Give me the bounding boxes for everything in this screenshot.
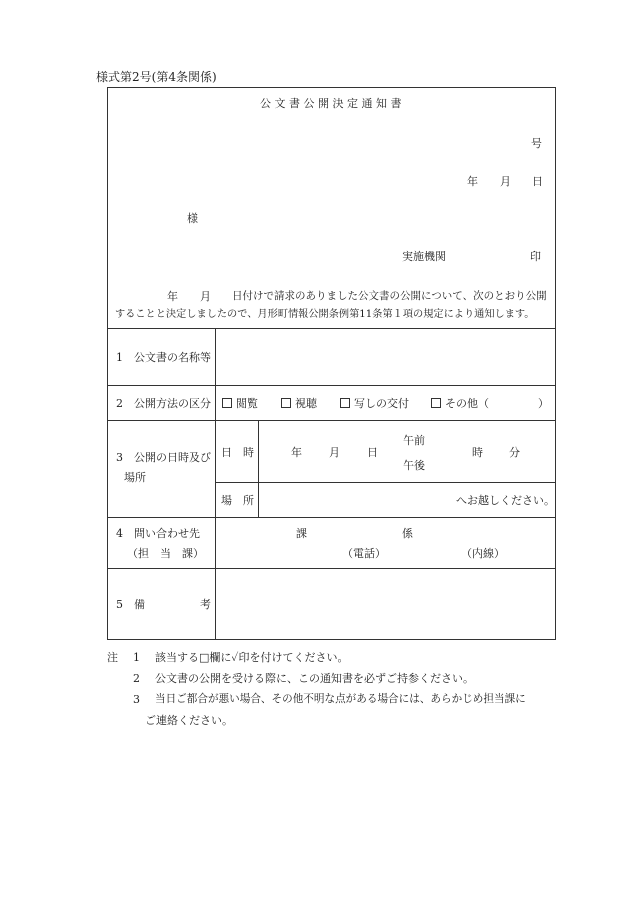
note-3-number: 3 (133, 693, 140, 706)
contact-section: 課 (296, 527, 307, 540)
checkbox-viewing[interactable] (222, 398, 232, 408)
column-divider-row3 (258, 420, 259, 517)
row4-label-line1: 4 問い合わせ先 (116, 527, 200, 540)
place-instruction: へお越しください。 (456, 494, 555, 507)
note-3-continuation: ご連絡ください。 (145, 714, 233, 727)
note-3-text: 当日ご都合が悪い場合、その他不明な点がある場合には、あらかじめ担当課に (155, 693, 526, 705)
implementing-agency: 実施機関 (402, 250, 446, 263)
date-year: 年 (467, 175, 478, 188)
checkbox-audiovisual[interactable] (281, 398, 291, 408)
document-number-suffix: 号 (531, 137, 542, 150)
row4-label-line2: （担 当 課） (127, 547, 204, 560)
row1-label: 1 公文書の名称等 (116, 351, 211, 364)
notes-prefix: 注 (107, 651, 118, 664)
option-other-close: ） (538, 397, 549, 410)
checkbox-copy[interactable] (340, 398, 350, 408)
divider-row2 (107, 420, 556, 421)
row5-label-end: 考 (200, 598, 211, 611)
divider-row1 (107, 385, 556, 386)
datetime-pm: 午後 (403, 459, 425, 472)
addressee-suffix: 様 (187, 212, 198, 225)
contact-extension: （内線） (461, 547, 505, 560)
option-copy[interactable]: 写しの交付 (340, 398, 409, 409)
row2-label: 2 公開方法の区分 (116, 397, 211, 410)
date-month: 月 (500, 175, 511, 188)
note-1-text: 該当する□欄に✓印を付けてください。 (155, 651, 349, 664)
form-number-label: 様式第2号(第4条関係) (96, 70, 217, 84)
option-viewing[interactable]: 閲覧 (222, 398, 258, 409)
datetime-label: 日 時 (221, 446, 254, 459)
option-other[interactable]: その他（ (431, 398, 489, 409)
intro-year: 年 (167, 290, 178, 303)
datetime-am: 午前 (403, 434, 425, 447)
column-divider-label (215, 328, 216, 640)
divider-header (107, 328, 556, 329)
row5-label-start: 5 備 (116, 598, 145, 611)
divider-row3 (107, 517, 556, 518)
datetime-hour: 時 (472, 446, 483, 459)
datetime-minute: 分 (509, 446, 520, 459)
option-audiovisual[interactable]: 視聴 (281, 398, 317, 409)
intro-line1: 日付けで請求のありました公文書の公開について、次のとおり公開 (232, 290, 547, 302)
note-2-text: 公文書の公開を受ける際に、この通知書を必ずご持参ください。 (155, 672, 474, 685)
document-title: 公 文 書 公 開 決 定 通 知 書 (260, 97, 402, 110)
datetime-day: 日 (367, 446, 378, 459)
date-day: 日 (532, 175, 543, 188)
divider-row4 (107, 568, 556, 569)
contact-phone: （電話） (342, 547, 386, 560)
checkbox-other[interactable] (431, 398, 441, 408)
datetime-year: 年 (291, 446, 302, 459)
datetime-month: 月 (329, 446, 340, 459)
note-1-number: 1 (133, 651, 140, 664)
note-2-number: 2 (133, 672, 140, 685)
seal-mark: 印 (530, 250, 541, 263)
row3-label-line2: 場所 (124, 471, 146, 484)
intro-month: 月 (200, 290, 211, 303)
divider-row3-inner (215, 482, 556, 483)
intro-line2: することと決定しましたので、月形町情報公開条例第11条第１項の規定により通知します。 (115, 309, 535, 320)
place-label: 場 所 (221, 494, 254, 507)
row3-label-line1: 3 公開の日時及び (116, 451, 211, 464)
contact-unit: 係 (402, 527, 413, 540)
